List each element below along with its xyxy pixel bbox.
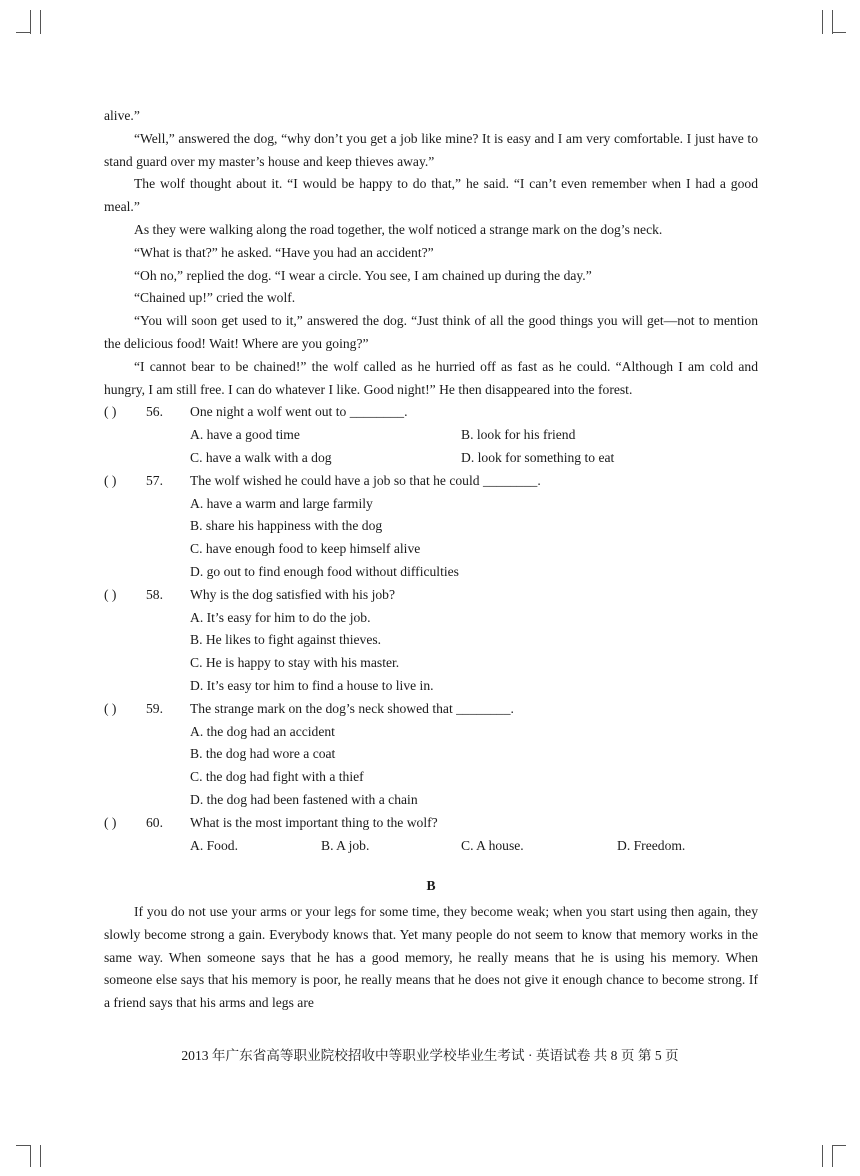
question-number: 56. bbox=[146, 404, 163, 420]
option-c: C. the dog had fight with a thief bbox=[190, 769, 364, 785]
question-56 bbox=[104, 401, 758, 469]
option-d: D. look for something to eat bbox=[461, 449, 615, 465]
question-number: 57. bbox=[146, 472, 163, 488]
option-c: C. have enough food to keep himself alive bbox=[190, 541, 421, 557]
passage-a bbox=[104, 105, 758, 401]
crop-mark-top-right bbox=[832, 10, 833, 34]
section-b-title: B bbox=[426, 878, 436, 894]
question-text: The strange mark on the dog’s neck showed that ________. bbox=[190, 700, 514, 716]
option-a: A. Food. bbox=[190, 837, 238, 853]
question-text: What is the most important thing to the wolf? bbox=[190, 814, 438, 830]
answer-blank[interactable]: ( ) bbox=[104, 700, 117, 716]
question-number: 58. bbox=[146, 586, 163, 602]
answer-blank[interactable]: ( ) bbox=[104, 814, 117, 830]
option-a: A. have a good time bbox=[190, 427, 300, 443]
option-b: B. share his happiness with the dog bbox=[190, 518, 383, 534]
crop-mark-top-left bbox=[30, 10, 31, 34]
option-b: B. A job. bbox=[321, 837, 370, 853]
exam-content bbox=[104, 105, 758, 1015]
crop-mark-bottom-left bbox=[16, 1145, 30, 1146]
passage-paragraph: “I cannot bear to be chained!” the wolf called as he hurried off as fast as he could. “Although I am cold and hungry, I am still free. I can do whatever I like. Good night!” He then disappeared into the forest. bbox=[104, 358, 758, 397]
crop-mark-top-left bbox=[40, 10, 41, 34]
section-b-paragraph: If you do not use your arms or your legs for some time, they become weak; when you start using then again, they slowly become strong a gain. Everybody knows that. Yet many people do not seem to know that memory works in the same way. When someone says that he has a good memory, he really means that he is using his memory. When someone else says that his memory is poor, he really means that he does not give it enough chance to become strong. If a friend says that his arms and legs are bbox=[104, 904, 758, 1011]
passage-paragraph: alive.” bbox=[104, 108, 140, 123]
page-footer: 2013 年广东省高等职业院校招收中等职业学校毕业生考试 · 英语试卷 共 8 页 第 5 页 bbox=[181, 1048, 679, 1063]
option-c: C. have a walk with a dog bbox=[190, 449, 332, 465]
question-number: 60. bbox=[146, 814, 163, 830]
question-text: The wolf wished he could have a job so that he could ________. bbox=[190, 472, 541, 488]
crop-mark-bottom-left bbox=[40, 1145, 41, 1167]
question-text: One night a wolf went out to ________. bbox=[190, 404, 408, 420]
option-c: C. He is happy to stay with his master. bbox=[190, 655, 400, 671]
crop-mark-bottom-right bbox=[832, 1145, 846, 1146]
passage-paragraph: “Oh no,” replied the dog. “I wear a circle. You see, I am chained up during the day.” bbox=[134, 267, 592, 283]
crop-mark-top-right bbox=[832, 32, 846, 33]
crop-mark-bottom-right bbox=[822, 1145, 823, 1167]
option-c: C. A house. bbox=[461, 837, 524, 853]
question-number: 59. bbox=[146, 700, 163, 716]
option-a: A. the dog had an accident bbox=[190, 723, 335, 739]
option-d: D. go out to find enough food without difficulties bbox=[190, 563, 459, 579]
option-d: D. the dog had been fastened with a chain bbox=[190, 791, 418, 807]
option-b: B. the dog had wore a coat bbox=[190, 746, 336, 762]
option-b: B. look for his friend bbox=[461, 427, 576, 443]
passage-paragraph: As they were walking along the road together, the wolf noticed a strange mark on the dog’s neck. bbox=[134, 221, 663, 237]
question-59 bbox=[104, 698, 758, 812]
crop-mark-top-left bbox=[16, 32, 30, 33]
option-a: A. have a warm and large farmily bbox=[190, 495, 373, 511]
question-58 bbox=[104, 584, 758, 698]
passage-paragraph: “Chained up!” cried the wolf. bbox=[134, 290, 296, 306]
question-57 bbox=[104, 470, 758, 584]
passage-paragraph: “Well,” answered the dog, “why don’t you get a job like mine? It is easy and I am very comfortable. I just have to stand guard over my master’s house and keep thieves away.” bbox=[104, 130, 758, 169]
passage-paragraph: “What is that?” he asked. “Have you had an accident?” bbox=[134, 244, 434, 260]
question-text: Why is the dog satisfied with his job? bbox=[190, 586, 396, 602]
option-d: D. It’s easy tor him to find a house to live in. bbox=[190, 677, 434, 693]
crop-mark-bottom-left bbox=[30, 1145, 31, 1167]
option-d: D. Freedom. bbox=[617, 837, 686, 853]
answer-blank[interactable]: ( ) bbox=[104, 472, 117, 488]
crop-mark-bottom-right bbox=[832, 1145, 833, 1167]
answer-blank[interactable]: ( ) bbox=[104, 586, 117, 602]
question-60 bbox=[104, 812, 758, 858]
passage-paragraph: “You will soon get used to it,” answered the dog. “Just think of all the good things you will get—not to mention the delicious food! Wait! Where are you going?” bbox=[104, 313, 758, 351]
answer-blank[interactable]: ( ) bbox=[104, 404, 117, 420]
crop-mark-top-right bbox=[822, 10, 823, 34]
passage-paragraph: The wolf thought about it. “I would be happy to do that,” he said. “I can’t even remember when I had a good meal.” bbox=[104, 176, 758, 215]
option-b: B. He likes to fight against thieves. bbox=[190, 632, 382, 648]
option-a: A. It’s easy for him to do the job. bbox=[190, 609, 371, 625]
